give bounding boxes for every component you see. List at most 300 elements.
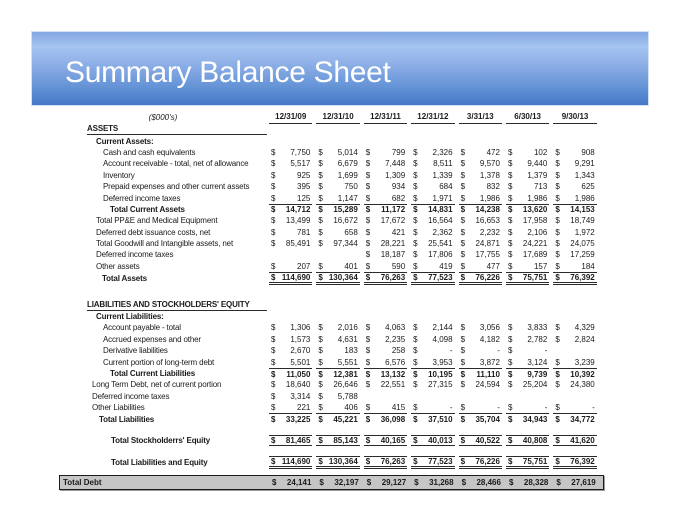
- row-label-cell: [59, 435, 267, 446]
- dollar-sign: $: [460, 346, 466, 356]
- amount: [364, 402, 407, 413]
- amount-cell: [362, 322, 409, 333]
- amount: [553, 261, 596, 272]
- amount-value: 24,221: [522, 239, 548, 249]
- amount-value: 18,749: [570, 216, 595, 226]
- dollar-sign: $: [413, 457, 418, 467]
- dollar-sign: $: [460, 403, 466, 413]
- amount-cell: [267, 135, 314, 146]
- dollar-sign: $: [365, 346, 371, 356]
- amount: [364, 135, 407, 146]
- amount-value: 29,127: [381, 477, 407, 487]
- dollar-sign: $: [271, 193, 276, 203]
- dollar-sign: $: [413, 182, 418, 192]
- amount-cell: [504, 135, 551, 146]
- amount-cell: [504, 345, 551, 356]
- dollar-sign: $: [365, 334, 371, 344]
- dollar-sign: $: [413, 193, 418, 203]
- dollar-sign: $: [365, 216, 371, 226]
- amount-cell: [551, 238, 598, 249]
- amount: [269, 147, 312, 158]
- amount-cell: [362, 368, 409, 379]
- amount-value: 17,958: [522, 216, 548, 226]
- amount: [316, 402, 359, 413]
- amount-cell: [314, 158, 361, 169]
- amount: [316, 249, 359, 260]
- dollar-sign: $: [507, 273, 513, 283]
- dollar-sign: $: [318, 170, 323, 180]
- column-header-text: 6/30/13: [506, 110, 549, 124]
- row-label: Inventory: [103, 170, 135, 180]
- dollar-sign: $: [271, 239, 276, 249]
- amount: [506, 272, 549, 285]
- amount-cell: [457, 379, 504, 390]
- dollar-sign: $: [271, 346, 276, 356]
- amount: [316, 345, 359, 356]
- amount: [411, 215, 454, 226]
- dollar-sign: $: [318, 323, 323, 333]
- amount: [411, 456, 454, 469]
- amount-cell: [409, 356, 456, 367]
- amount: [269, 238, 312, 249]
- amount: [316, 322, 359, 333]
- amount-value: 4,182: [479, 334, 500, 344]
- amount-value: 24,075: [570, 239, 595, 249]
- amount: [316, 261, 359, 272]
- amount: [364, 311, 407, 322]
- amount: [269, 204, 312, 215]
- dollar-sign: $: [271, 147, 276, 157]
- row-label-cell: [59, 299, 267, 310]
- amount: [364, 299, 407, 310]
- dollar-sign: $: [507, 261, 513, 271]
- amount: [459, 334, 502, 345]
- amount-value: 3,833: [527, 323, 548, 333]
- amount: [316, 204, 359, 215]
- dollar-sign: $: [365, 159, 371, 169]
- amount-cell: [551, 413, 598, 424]
- amount-cell: [362, 334, 409, 345]
- column-header-text: 9/30/13: [553, 110, 596, 124]
- dollar-sign: $: [271, 357, 276, 367]
- amount-cell: [551, 192, 598, 203]
- amount-value: 35,704: [475, 415, 500, 425]
- row-label: Deferred income taxes: [96, 250, 174, 260]
- table-row: [59, 238, 604, 249]
- amount: [506, 299, 549, 310]
- amount: [459, 147, 502, 158]
- units-label: ($000's): [148, 113, 178, 122]
- dollar-sign: $: [366, 477, 372, 487]
- amount-value: 11,110: [476, 369, 500, 379]
- amount-value: 114,690: [281, 457, 311, 467]
- amount-cell: [457, 311, 504, 322]
- amount-value: 28,221: [380, 239, 406, 249]
- amount: [459, 299, 502, 310]
- amount-value: 207: [297, 261, 311, 271]
- amount: [553, 192, 596, 203]
- amount-value: 10,392: [570, 369, 595, 379]
- amount-cell: [314, 435, 361, 446]
- dollar-sign: $: [365, 369, 371, 379]
- amount-value: 3,953: [432, 357, 453, 367]
- amount: [506, 215, 549, 226]
- amount-cell: [504, 181, 551, 192]
- amount: [316, 158, 359, 169]
- amount-cell: [504, 413, 551, 424]
- column-header-text: 3/31/13: [459, 110, 502, 124]
- amount-cell: [314, 379, 361, 390]
- amount-value: 75,751: [522, 457, 548, 467]
- amount-value: -: [497, 403, 500, 413]
- amount-value: -: [449, 403, 453, 413]
- amount: [364, 238, 407, 249]
- amount-value: 40,808: [522, 435, 548, 445]
- amount-value: 37,510: [428, 415, 453, 425]
- amount: [553, 181, 596, 192]
- column-header: [314, 110, 361, 124]
- table-row: [59, 379, 604, 390]
- dollar-sign: $: [507, 369, 513, 379]
- dollar-sign: $: [271, 435, 276, 445]
- amount-cell: [314, 215, 361, 226]
- dollar-sign: $: [555, 193, 560, 203]
- table-row: [59, 435, 604, 446]
- table-row: [59, 192, 604, 203]
- column-header: [551, 110, 598, 124]
- dollar-sign: $: [555, 323, 560, 333]
- row-label: Current Liabilities:: [96, 312, 164, 322]
- amount-cell: [362, 345, 409, 356]
- amount-value: 590: [391, 261, 406, 271]
- dollar-sign: $: [271, 369, 276, 379]
- amount: [553, 299, 596, 310]
- amount-cell: [551, 334, 598, 345]
- dollar-sign: $: [271, 323, 276, 333]
- amount-cell: [551, 368, 598, 379]
- amount-value: 184: [581, 261, 595, 271]
- dollar-sign: $: [413, 415, 418, 425]
- dollar-sign: $: [555, 170, 560, 180]
- amount: [506, 456, 549, 469]
- table-row: [59, 147, 604, 158]
- amount-value: 13,620: [522, 205, 548, 215]
- amount: [411, 204, 454, 215]
- dollar-sign: $: [555, 415, 560, 425]
- dollar-sign: $: [318, 391, 323, 401]
- dollar-sign: $: [318, 357, 323, 367]
- amount: [506, 227, 549, 238]
- amount-cell: [409, 345, 456, 356]
- amount-value: 27,315: [428, 380, 453, 390]
- row-label-cell: [59, 147, 267, 158]
- amount: [459, 261, 502, 272]
- amount: [411, 391, 454, 402]
- dollar-sign: $: [319, 477, 324, 487]
- amount: [269, 249, 312, 260]
- amount-cell: [410, 476, 457, 489]
- amount-value: 832: [486, 182, 500, 192]
- amount-cell: [504, 368, 551, 379]
- amount-value: 258: [391, 346, 406, 356]
- amount-cell: [551, 227, 598, 238]
- amount-value: 13,132: [380, 369, 406, 379]
- amount-value: 682: [391, 193, 406, 203]
- title-banner: [31, 31, 649, 106]
- amount: [316, 379, 359, 390]
- dollar-sign: $: [555, 403, 560, 413]
- amount: [316, 299, 359, 310]
- row-label: Current Assets:: [96, 136, 154, 146]
- amount-cell: [267, 322, 314, 333]
- dollar-sign: $: [413, 147, 418, 157]
- amount-value: 2,362: [432, 227, 453, 237]
- amount-cell: [267, 238, 314, 249]
- dollar-sign: $: [555, 457, 560, 467]
- amount: [316, 147, 359, 158]
- dollar-sign: $: [555, 182, 560, 192]
- amount-cell: [362, 311, 409, 322]
- column-header-text: 12/31/12: [411, 110, 454, 124]
- amount: [270, 476, 313, 489]
- dollar-sign: $: [507, 334, 513, 344]
- dollar-sign: $: [413, 403, 418, 413]
- dollar-sign: $: [318, 216, 323, 226]
- amount: [506, 368, 549, 379]
- dollar-sign: $: [271, 261, 276, 271]
- amount: [269, 322, 312, 333]
- dollar-sign: $: [413, 205, 418, 215]
- amount: [316, 435, 359, 446]
- dollar-sign: $: [271, 216, 276, 226]
- amount: [506, 402, 549, 413]
- amount-value: 1,306: [290, 323, 311, 333]
- dollar-sign: $: [460, 182, 466, 192]
- amount: [506, 135, 549, 146]
- amount-value: 24,594: [475, 380, 500, 390]
- amount-cell: [457, 192, 504, 203]
- amount-cell: [504, 170, 551, 181]
- dollar-sign: $: [365, 227, 371, 237]
- amount-value: 24,871: [475, 239, 500, 249]
- amount-value: 18,640: [285, 380, 311, 390]
- amount-value: 1,986: [574, 193, 595, 203]
- dollar-sign: $: [271, 457, 276, 467]
- amount-value: 625: [581, 182, 595, 192]
- amount-value: 1,378: [479, 170, 500, 180]
- dollar-sign: $: [413, 334, 418, 344]
- amount-value: 4,329: [574, 323, 595, 333]
- amount-value: 419: [439, 261, 453, 271]
- row-label-cell: [59, 249, 267, 260]
- amount: [316, 192, 359, 203]
- row-label-cell: [59, 379, 267, 390]
- amount-value: 24,380: [570, 380, 595, 390]
- amount-cell: [409, 170, 456, 181]
- amount-value: 17,259: [570, 250, 595, 260]
- amount-value: 1,309: [385, 170, 406, 180]
- dollar-sign: $: [555, 380, 560, 390]
- amount-value: 5,517: [290, 159, 311, 169]
- amount-cell: [314, 368, 361, 379]
- dollar-sign: $: [365, 457, 371, 467]
- dollar-sign: $: [413, 380, 418, 390]
- amount-value: 9,739: [527, 369, 548, 379]
- amount: [506, 261, 549, 272]
- amount-cell: [314, 147, 361, 158]
- row-label-cell: [59, 215, 267, 226]
- amount-cell: [457, 368, 504, 379]
- table-row: [59, 356, 604, 367]
- amount-cell: [362, 456, 409, 469]
- amount: [316, 413, 359, 424]
- amount-cell: [314, 192, 361, 203]
- amount: [459, 311, 502, 322]
- amount-value: 27,619: [571, 477, 596, 487]
- amount: [506, 391, 549, 402]
- amount: [411, 227, 454, 238]
- amount-cell: [409, 456, 456, 469]
- amount-cell: [504, 391, 551, 402]
- table-row: [59, 227, 604, 238]
- amount-cell: [362, 215, 409, 226]
- row-label: Other Liabilities: [92, 403, 145, 413]
- amount: [553, 368, 596, 379]
- amount-cell: [505, 476, 552, 489]
- table-row: [59, 345, 604, 356]
- amount-cell: [409, 124, 456, 135]
- amount: [459, 124, 502, 135]
- dollar-sign: $: [365, 147, 371, 157]
- amount-cell: [362, 147, 409, 158]
- amount: [506, 311, 549, 322]
- row-label-cell: [59, 356, 267, 367]
- amount-cell: [551, 456, 598, 469]
- amount-cell: [504, 204, 551, 215]
- dollar-sign: $: [507, 147, 513, 157]
- amount-value: 40,013: [428, 435, 453, 445]
- amount: [364, 322, 407, 333]
- dollar-sign: $: [365, 170, 371, 180]
- amount-value: 1,343: [574, 170, 595, 180]
- amount-cell: [457, 413, 504, 424]
- amount-value: 28,328: [523, 477, 549, 487]
- row-label: Total Stockholderrs' Equity: [111, 435, 211, 445]
- amount-value: 8,511: [433, 159, 453, 169]
- column-header-text: 12/31/10: [316, 110, 359, 124]
- row-label-cell: [59, 261, 267, 272]
- amount-cell: [504, 272, 551, 285]
- amount: [411, 435, 454, 446]
- amount-cell: [267, 261, 314, 272]
- amount: [553, 249, 596, 260]
- amount-cell: [314, 356, 361, 367]
- amount: [269, 402, 312, 413]
- amount-cell: [457, 158, 504, 169]
- amount-value: 26,646: [333, 380, 358, 390]
- amount-cell: [314, 456, 361, 469]
- dollar-sign: $: [365, 193, 371, 203]
- dollar-sign: $: [413, 261, 418, 271]
- amount: [269, 356, 312, 367]
- amount-value: 925: [297, 170, 311, 180]
- amount: [316, 391, 359, 402]
- amount-cell: [267, 147, 314, 158]
- amount-value: 32,197: [334, 477, 359, 487]
- amount-value: 17,806: [428, 250, 453, 260]
- row-label-cell: [59, 181, 267, 192]
- amount: [506, 170, 549, 181]
- dollar-sign: $: [507, 435, 513, 445]
- amount-value: 36,098: [380, 415, 406, 425]
- amount: [364, 215, 407, 226]
- amount: [411, 170, 454, 181]
- amount-cell: [551, 147, 598, 158]
- dollar-sign: $: [365, 435, 371, 445]
- amount-value: 16,564: [428, 216, 453, 226]
- amount-cell: [314, 299, 361, 310]
- amount-cell: [267, 181, 314, 192]
- table-row: [59, 311, 604, 322]
- amount: [364, 379, 407, 390]
- amount-value: 781: [297, 227, 311, 237]
- amount-cell: [457, 215, 504, 226]
- amount: [506, 181, 549, 192]
- amount-cell: [362, 356, 409, 367]
- amount-cell: [457, 299, 504, 310]
- amount-value: 157: [533, 261, 548, 271]
- amount: [459, 215, 502, 226]
- table-row: [59, 334, 604, 345]
- table-row: [59, 413, 604, 424]
- amount: [364, 272, 407, 285]
- dollar-sign: $: [365, 239, 371, 249]
- dollar-sign: $: [555, 334, 560, 344]
- amount-value: 76,392: [570, 273, 595, 283]
- amount: [459, 249, 502, 260]
- amount-cell: [457, 147, 504, 158]
- row-label: Current portion of long-term debt: [103, 357, 215, 367]
- amount-value: -: [449, 346, 453, 356]
- amount-value: 11,172: [381, 205, 406, 215]
- amount-value: 221: [297, 403, 311, 413]
- amount-cell: [409, 322, 456, 333]
- amount-cell: [267, 413, 314, 424]
- amount-cell: [552, 476, 599, 489]
- dollar-sign: $: [507, 182, 513, 192]
- amount: [316, 124, 359, 135]
- amount: [506, 147, 549, 158]
- dollar-sign: $: [460, 435, 466, 445]
- amount-value: 477: [486, 261, 500, 271]
- dollar-sign: $: [318, 261, 323, 271]
- row-label: Account payable - total: [103, 323, 181, 333]
- amount-value: 1,379: [527, 170, 548, 180]
- amount: [364, 356, 407, 367]
- row-label-cell: [59, 322, 267, 333]
- amount-value: 17,672: [380, 216, 406, 226]
- amount-cell: [362, 272, 409, 285]
- amount: [506, 435, 549, 446]
- amount: [506, 413, 549, 424]
- amount-value: 6,679: [337, 159, 358, 169]
- amount: [364, 181, 407, 192]
- amount-cell: [315, 476, 362, 489]
- amount-cell: [362, 170, 409, 181]
- dollar-sign: $: [555, 261, 560, 271]
- amount-cell: [267, 204, 314, 215]
- dollar-sign: $: [460, 273, 466, 283]
